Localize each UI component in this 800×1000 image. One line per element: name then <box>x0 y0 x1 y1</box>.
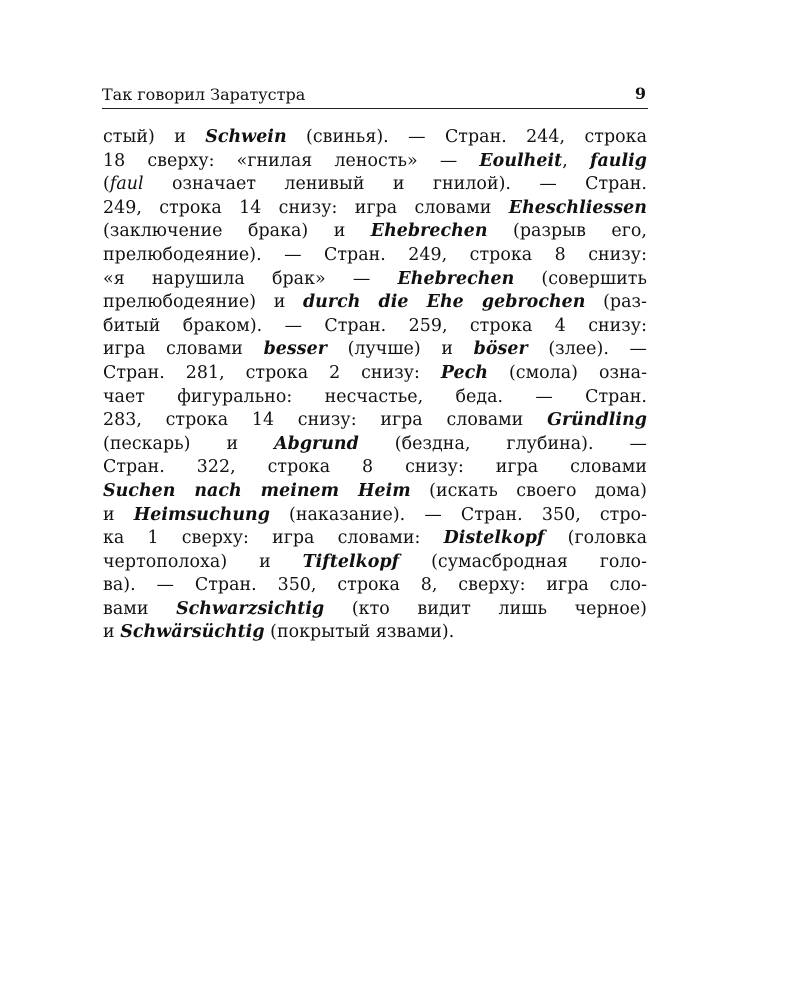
text-line <box>103 574 647 598</box>
emphasized-term: Suchen nach meinem Heim <box>103 480 411 501</box>
text-run: и <box>103 504 134 525</box>
text-run: , <box>562 150 590 171</box>
text-run: прелюбодеяние). — Стран. 249, строка 8 снизу: <box>103 244 647 265</box>
emphasized-term: faulig <box>589 150 648 171</box>
text-run: (раз- <box>585 292 647 313</box>
text-line <box>103 197 647 221</box>
text-line <box>103 504 647 528</box>
emphasized-term: durch die Ehe gebrochen <box>302 292 586 313</box>
running-header <box>102 84 648 109</box>
emphasized-term: Pech <box>440 362 488 383</box>
text-run: ( <box>103 174 110 195</box>
body-paragraph <box>103 126 647 645</box>
text-run: «я нарушила брак» — <box>103 268 398 289</box>
text-line <box>103 409 647 433</box>
emphasized-term: Heimsuchung <box>133 504 270 525</box>
text-line <box>103 173 647 197</box>
emphasized-term: Tiftelkopf <box>302 551 400 572</box>
emphasized-term: Eheschliessen <box>508 197 647 218</box>
text-run: 249, строка 14 снизу: игра словами <box>103 197 509 218</box>
text-run: битый браком). — Стран. 259, строка 4 снизу: <box>103 315 647 336</box>
text-run: чертополоха) и <box>103 551 303 572</box>
text-run: (кто видит лишь черное) <box>324 598 647 619</box>
text-run: вами <box>103 598 177 619</box>
text-line <box>103 338 647 362</box>
text-run: (совершить <box>514 268 647 289</box>
text-line <box>103 527 647 551</box>
text-run: (бездна, глубина). — <box>358 433 647 454</box>
running-title: Так говорил Заратустра <box>102 85 306 104</box>
text-line <box>103 362 647 386</box>
text-run: (лучше) и <box>326 339 474 360</box>
text-run: Стран. 322, строка 8 снизу: игра словами <box>103 457 647 478</box>
emphasized-term: besser <box>263 339 327 360</box>
text-run: (смола) озна- <box>488 362 647 383</box>
text-run: (свинья). — Стран. 244, строка <box>286 127 647 147</box>
text-line <box>103 150 647 174</box>
text-line <box>103 315 647 339</box>
emphasized-term: Schwärsüchtig <box>120 622 265 643</box>
text-line <box>103 480 647 504</box>
text-run: 18 сверху: «гнилая леность» — <box>103 150 480 171</box>
emphasized-term: Distelkopf <box>443 528 545 549</box>
text-line <box>103 456 647 480</box>
text-run: (разрыв его, <box>487 221 647 242</box>
text-run: ва). — Стран. 350, строка 8, сверху: игра сло- <box>103 575 647 596</box>
text-run: ка 1 сверху: игра словами: <box>103 528 444 549</box>
emphasized-term: böser <box>473 339 528 360</box>
emphasized-term: Schwein <box>205 127 287 147</box>
text-line <box>103 268 647 292</box>
emphasized-term: Abgrund <box>274 433 359 454</box>
text-line <box>103 598 647 622</box>
text-run: 283, строка 14 снизу: игра словами <box>103 410 548 431</box>
text-line <box>103 386 647 410</box>
emphasized-term: Eoulheit <box>479 150 563 171</box>
text-run: и <box>103 622 121 643</box>
text-run: (наказание). — Стран. 350, стро- <box>269 504 647 525</box>
text-run: стый) и <box>103 127 206 147</box>
text-run: игра словами <box>103 339 264 360</box>
text-line <box>103 126 647 150</box>
text-run: прелюбодеяние) и <box>103 292 303 313</box>
text-line <box>103 291 647 315</box>
text-line <box>103 621 647 645</box>
emphasized-term: Gründling <box>547 410 647 431</box>
text-run: (сумасбродная голо- <box>399 551 647 572</box>
text-line <box>103 220 647 244</box>
text-line <box>103 244 647 268</box>
text-run: (злее). — <box>527 339 647 360</box>
text-run: Стран. 281, строка 2 снизу: <box>103 362 441 383</box>
text-run: чает фигурально: несчастье, беда. — Стран. <box>103 386 647 407</box>
text-run: (искать своего дома) <box>410 480 647 501</box>
text-line <box>103 433 647 457</box>
text-line <box>103 551 647 575</box>
emphasized-term: Ehebrechen <box>370 221 488 242</box>
emphasized-term: Schwarzsichtig <box>176 598 325 619</box>
italic-term: faul <box>109 174 144 195</box>
page-number: 9 <box>634 84 646 103</box>
emphasized-term: Ehebrechen <box>397 268 515 289</box>
text-run: (пескарь) и <box>103 433 275 454</box>
text-run: (заключение брака) и <box>103 221 371 242</box>
text-run: (покрытый язвами). <box>264 622 455 643</box>
text-run: (головка <box>544 528 647 549</box>
text-run: означает ленивый и гнилой). — Стран. <box>143 174 647 195</box>
